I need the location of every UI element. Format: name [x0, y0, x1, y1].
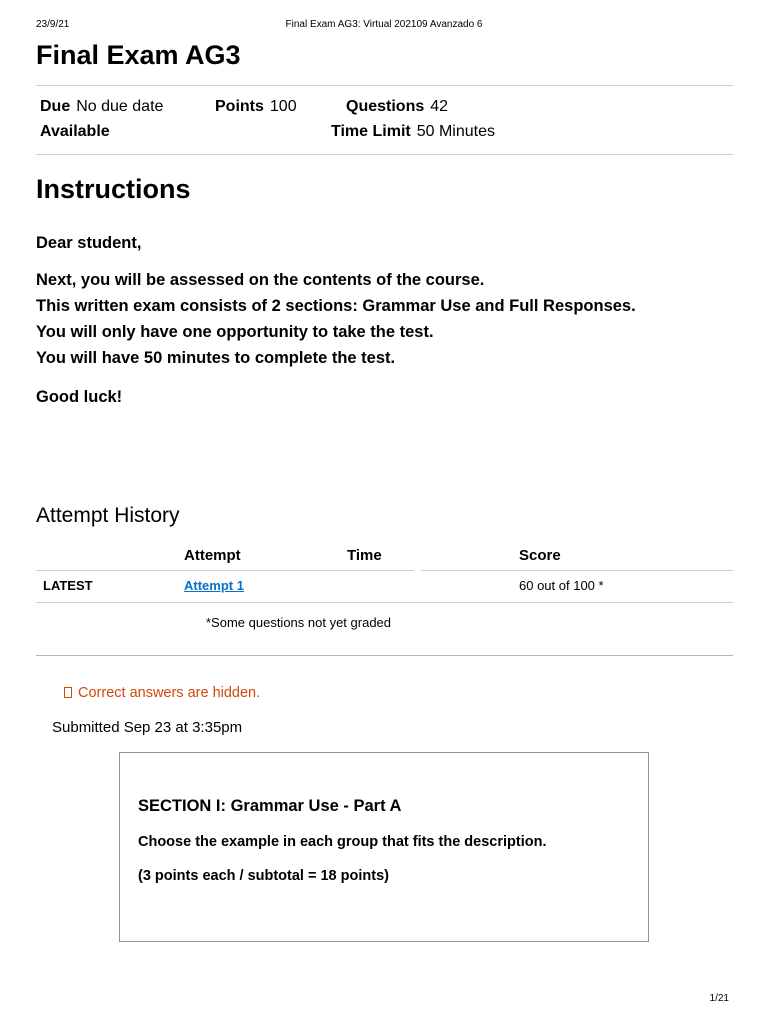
section-description: Choose the example in each group that fits the description. — [138, 834, 547, 850]
attempt-score: 60 out of 100 * — [519, 578, 604, 593]
grading-note: *Some questions not yet graded — [206, 615, 392, 630]
table-row — [36, 570, 733, 602]
latest-label: LATEST — [43, 578, 93, 593]
print-date: 23/9/21 — [36, 19, 70, 30]
page-number: 1/21 — [709, 993, 729, 1004]
submitted-timestamp: Submitted Sep 23 at 3:35pm — [52, 719, 243, 736]
divider — [36, 655, 733, 656]
closing: Good luck! — [36, 388, 123, 406]
row-divider — [36, 602, 733, 603]
due-value: No due date — [76, 98, 164, 115]
info-icon — [64, 687, 72, 698]
points-label: Points — [215, 98, 264, 115]
attempt-history-title: Attempt History — [36, 504, 180, 527]
due-info — [40, 98, 163, 116]
column-header-score: Score — [519, 547, 561, 564]
available-label: Available — [40, 123, 110, 140]
attempt-link[interactable]: Attempt 1 — [184, 578, 244, 593]
points-value: 100 — [269, 98, 297, 115]
instruction-line: You will only have one opportunity to take the test. — [36, 323, 434, 341]
questions-label: Questions — [346, 98, 425, 115]
instructions-title: Instructions — [36, 174, 191, 204]
instruction-line: This written exam consists of 2 sections: Grammar Use and Full Responses. — [36, 297, 636, 315]
greeting: Dear student, — [36, 234, 142, 252]
correct-answers-hidden-note — [64, 685, 260, 701]
due-label: Due — [40, 98, 71, 115]
page-title: Final Exam AG3 — [36, 40, 241, 70]
print-header-title: Final Exam AG3: Virtual 202109 Avanzado 6 — [285, 19, 483, 30]
time-limit-label: Time Limit — [331, 123, 411, 140]
available-info — [40, 123, 116, 141]
column-header-attempt: Attempt — [184, 547, 241, 564]
divider — [36, 85, 733, 86]
questions-value: 42 — [430, 98, 449, 115]
divider — [36, 154, 733, 155]
instruction-line: Next, you will be assessed on the contents of the course. — [36, 271, 485, 289]
time-limit-value: 50 Minutes — [416, 123, 495, 140]
section-card — [119, 752, 649, 942]
correct-answers-hidden-text: Correct answers are hidden. — [78, 685, 261, 701]
questions-info — [346, 98, 448, 116]
section-points: (3 points each / subtotal = 18 points) — [138, 868, 389, 884]
column-header-time: Time — [347, 547, 382, 564]
points-info — [215, 98, 297, 116]
instruction-line: You will have 50 minutes to complete the test. — [36, 349, 396, 367]
section-title: SECTION I: Grammar Use - Part A — [138, 797, 402, 815]
time-limit-info — [331, 123, 495, 141]
